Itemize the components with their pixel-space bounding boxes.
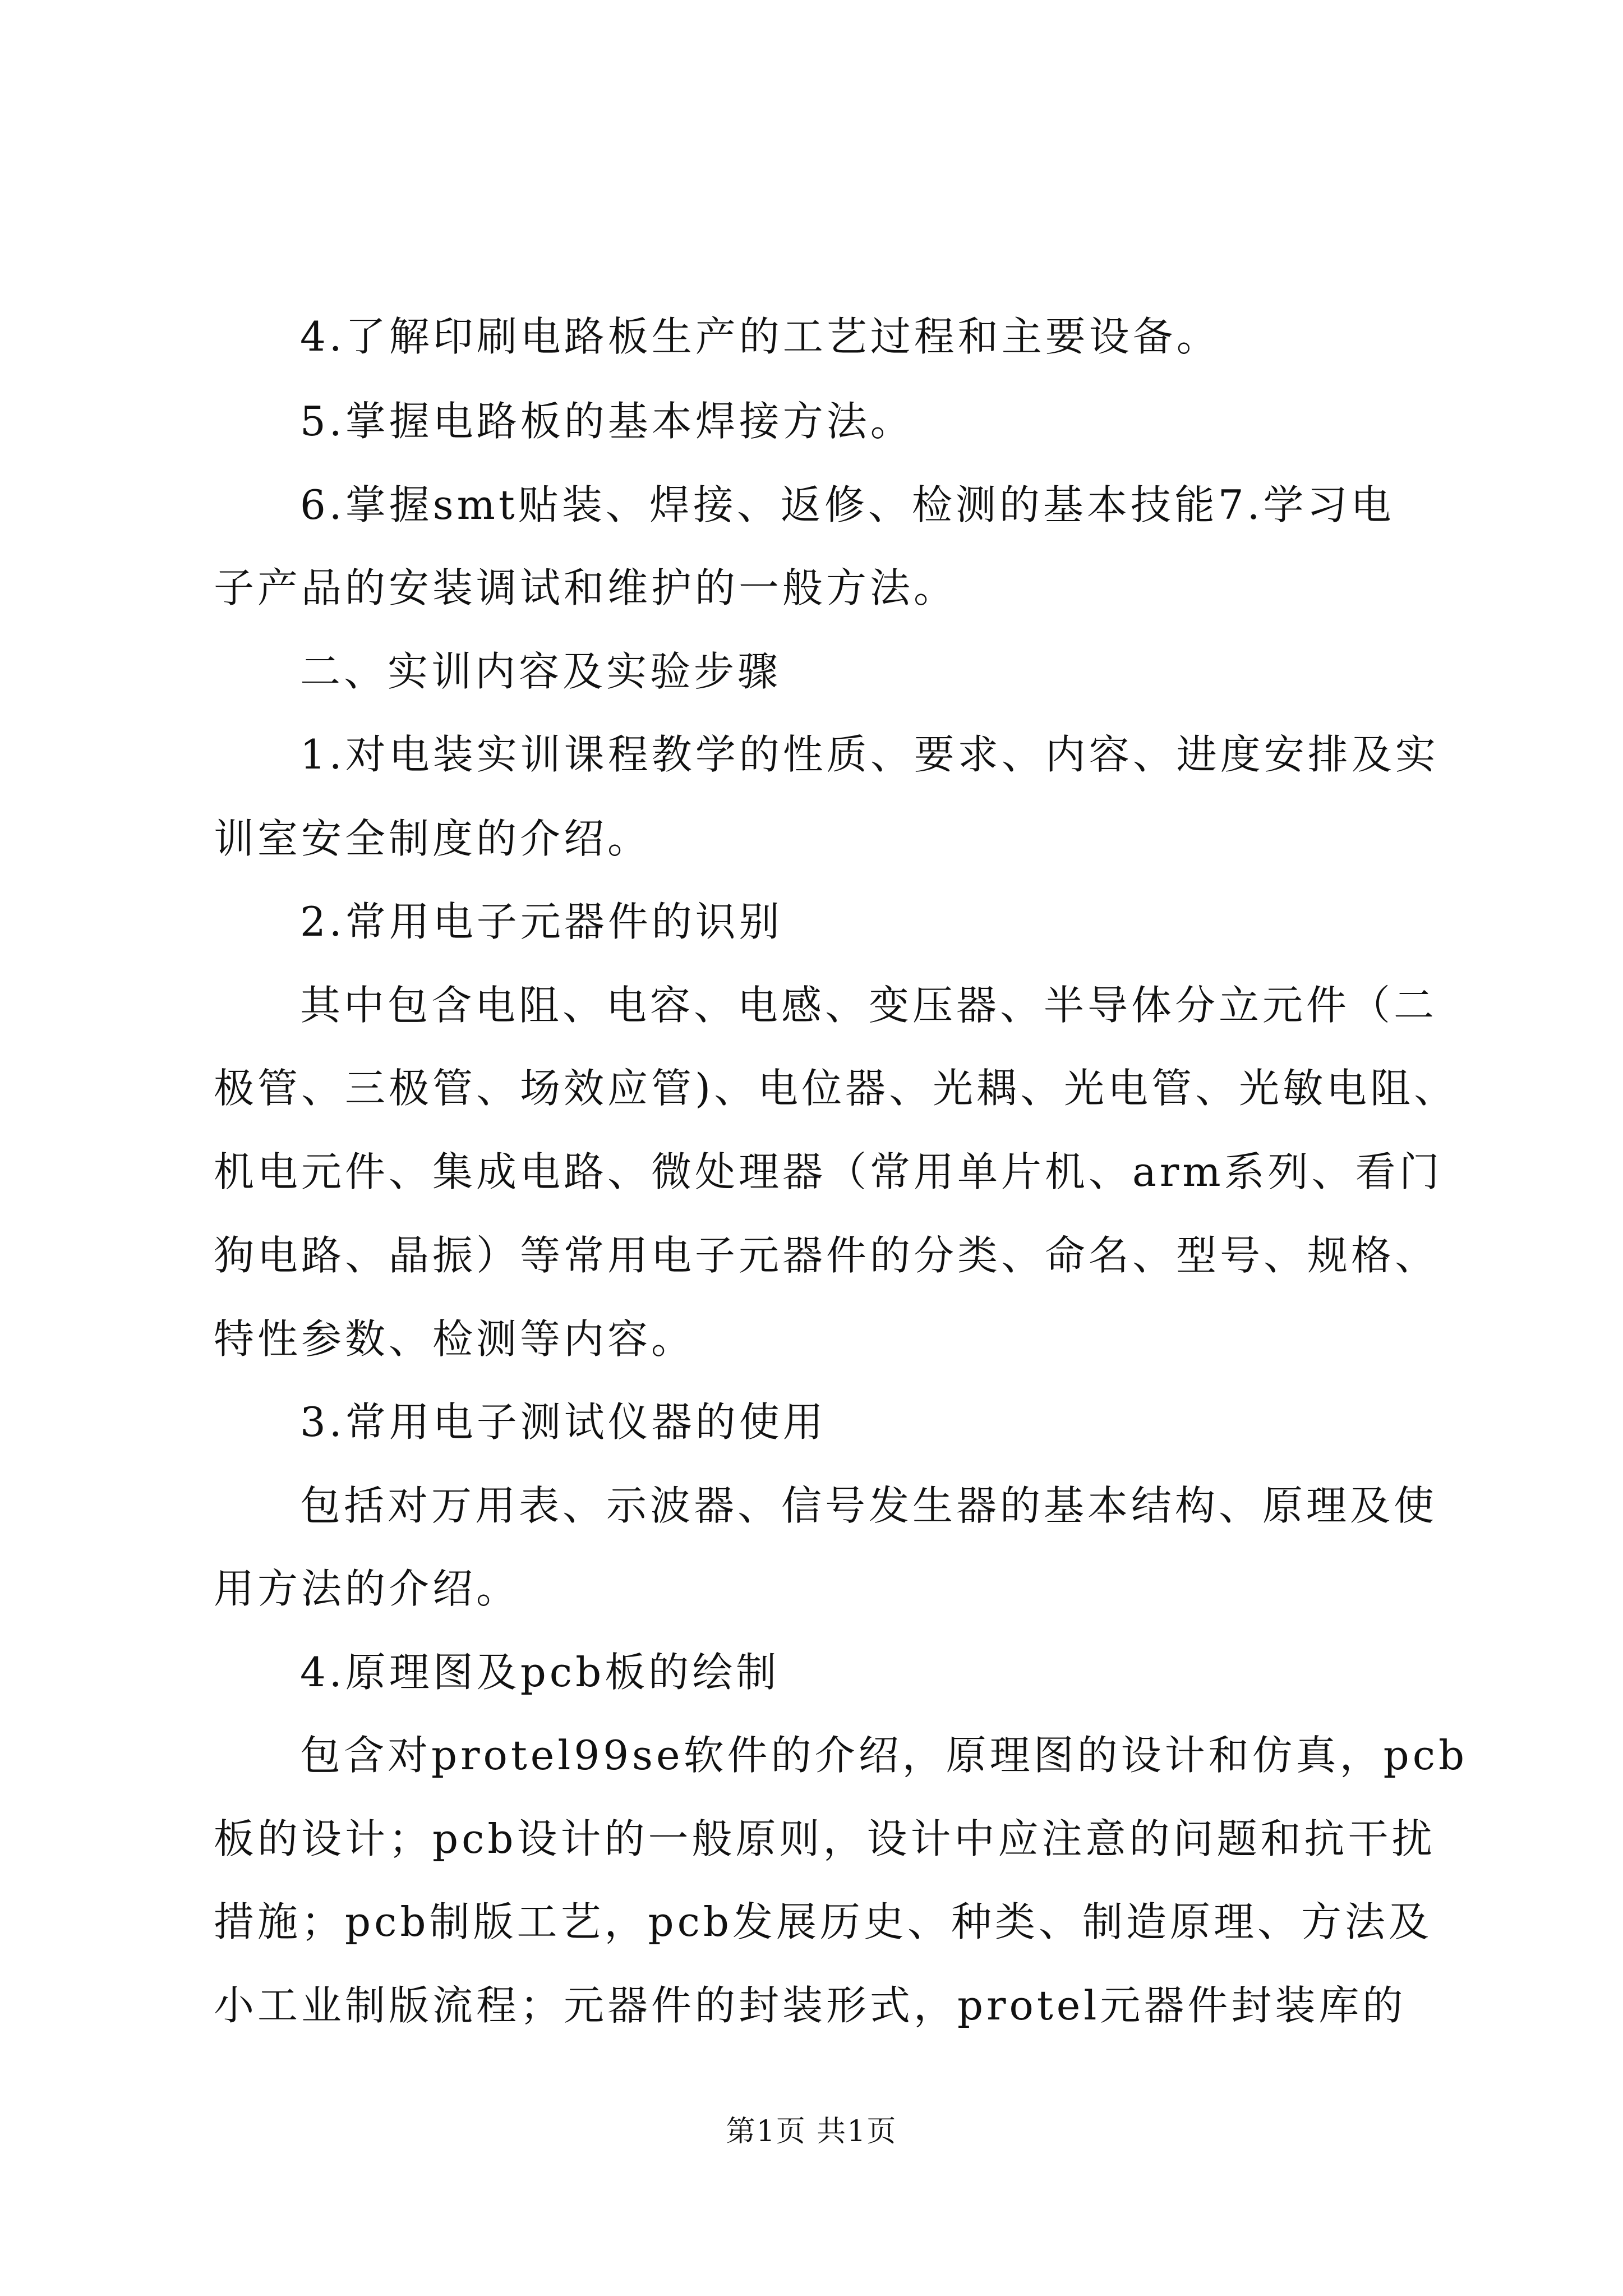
- text-line-4: 子产品的安装调试和维护的一般方法。: [214, 564, 958, 611]
- text-line-3: 6.掌握smt贴装、焊接、返修、检测的基本技能7.学习电: [300, 481, 1395, 528]
- text-line-16: 用方法的介绍。: [214, 1565, 520, 1612]
- text-line-19: 板的设计；pcb设计的一般原则，设计中应注意的问题和抗干扰: [214, 1815, 1436, 1862]
- text-line-15: 包括对万用表、示波器、信号发生器的基本结构、原理及使: [300, 1482, 1438, 1529]
- text-line-13: 特性参数、检测等内容。: [214, 1315, 695, 1363]
- text-line-8: 2.常用电子元器件的识别: [300, 898, 783, 945]
- page-number-footer: 第1页 共1页: [726, 2115, 897, 2148]
- text-line-2: 5.掌握电路板的基本焊接方法。: [300, 398, 914, 445]
- text-line-17: 4.原理图及pcb板的绘制: [300, 1649, 780, 1696]
- text-line-10: 极管、三极管、场效应管)、电位器、光耦、光电管、光敏电阻、: [214, 1065, 1458, 1112]
- text-line-18: 包含对protel99se软件的介绍，原理图的设计和仿真，pcb: [300, 1732, 1468, 1779]
- section-heading: 二、实训内容及实验步骤: [300, 648, 782, 695]
- text-line-6: 1.对电装实训课程教学的性质、要求、内容、进度安排及实: [300, 731, 1439, 778]
- text-line-9: 其中包含电阻、电容、电感、变压器、半导体分立元件（二: [300, 982, 1438, 1029]
- text-line-11: 机电元件、集成电路、微处理器（常用单片机、arm系列、看门: [214, 1148, 1443, 1195]
- text-line-14: 3.常用电子测试仪器的使用: [300, 1398, 827, 1446]
- text-line-12: 狗电路、晶振）等常用电子元器件的分类、命名、型号、规格、: [214, 1232, 1439, 1279]
- text-line-20: 措施；pcb制版工艺，pcb发展历史、种类、制造原理、方法及: [214, 1898, 1433, 1945]
- text-line-7: 训室安全制度的介绍。: [214, 815, 652, 862]
- text-line-21: 小工业制版流程；元器件的封装形式，protel元器件封装库的: [214, 1982, 1407, 2029]
- text-line-1: 4.了解印刷电路板生产的工艺过程和主要设备。: [300, 313, 1220, 360]
